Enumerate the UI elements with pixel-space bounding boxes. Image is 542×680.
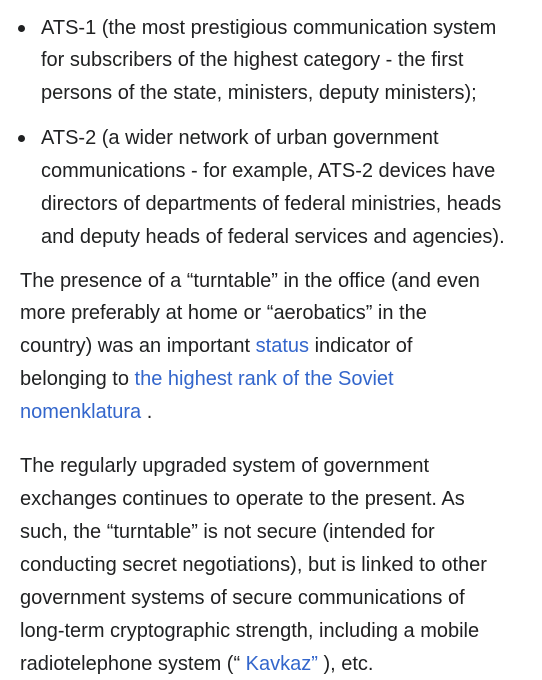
list-item-line: persons of the state, ministers, deputy ministers); (41, 82, 477, 104)
link-soviet-nomenklatura-continued[interactable]: nomenklatura (20, 401, 142, 423)
paragraph-line (20, 363, 394, 395)
bullet-icon (18, 135, 25, 142)
paragraph-line: long-term cryptographic strength, including a mobile (20, 620, 480, 642)
paragraph-line (20, 396, 152, 428)
text-run: ), etc. (317, 653, 374, 675)
text-run: . (141, 401, 153, 423)
list-item-line: ATS-1 (the most prestigious communication system (41, 17, 497, 39)
link-status[interactable]: status (255, 335, 310, 357)
list-item-line: ATS-2 (a wider network of urban government (41, 127, 439, 149)
paragraph-line: exchanges continues to operate to the present. As (20, 488, 465, 510)
paragraph-line: government systems of secure communications of (20, 587, 465, 609)
paragraph-line: more preferably at home or “aerobatics” in the (20, 302, 427, 324)
paragraph-line: such, the “turntable” is not secure (intended for (20, 521, 435, 543)
paragraph-line: The presence of a “turntable” in the office (and even (20, 270, 480, 292)
paragraph-line: conducting secret negotiations), but is linked to other (20, 554, 487, 576)
list-item-line: for subscribers of the highest category - the first (41, 49, 464, 71)
paragraph-line (20, 330, 412, 362)
link-kavkaz[interactable]: Kavkaz” (245, 653, 318, 675)
list-item-line: and deputy heads of federal services and agencies). (41, 226, 505, 248)
paragraph-line (20, 648, 374, 680)
text-run: radiotelephone system (“ (20, 653, 246, 675)
paragraph-line: The regularly upgraded system of government (20, 455, 430, 477)
list-item-line: communications - for example, ATS-2 devices have (41, 160, 496, 182)
text-run: country) was an important (20, 335, 256, 357)
text-run: belonging to (20, 368, 135, 390)
bullet-icon (18, 25, 25, 32)
text-run: indicator of (309, 335, 413, 357)
link-soviet-nomenklatura[interactable]: the highest rank of the Soviet (134, 368, 394, 390)
list-item-line: directors of departments of federal ministries, heads (41, 193, 502, 215)
